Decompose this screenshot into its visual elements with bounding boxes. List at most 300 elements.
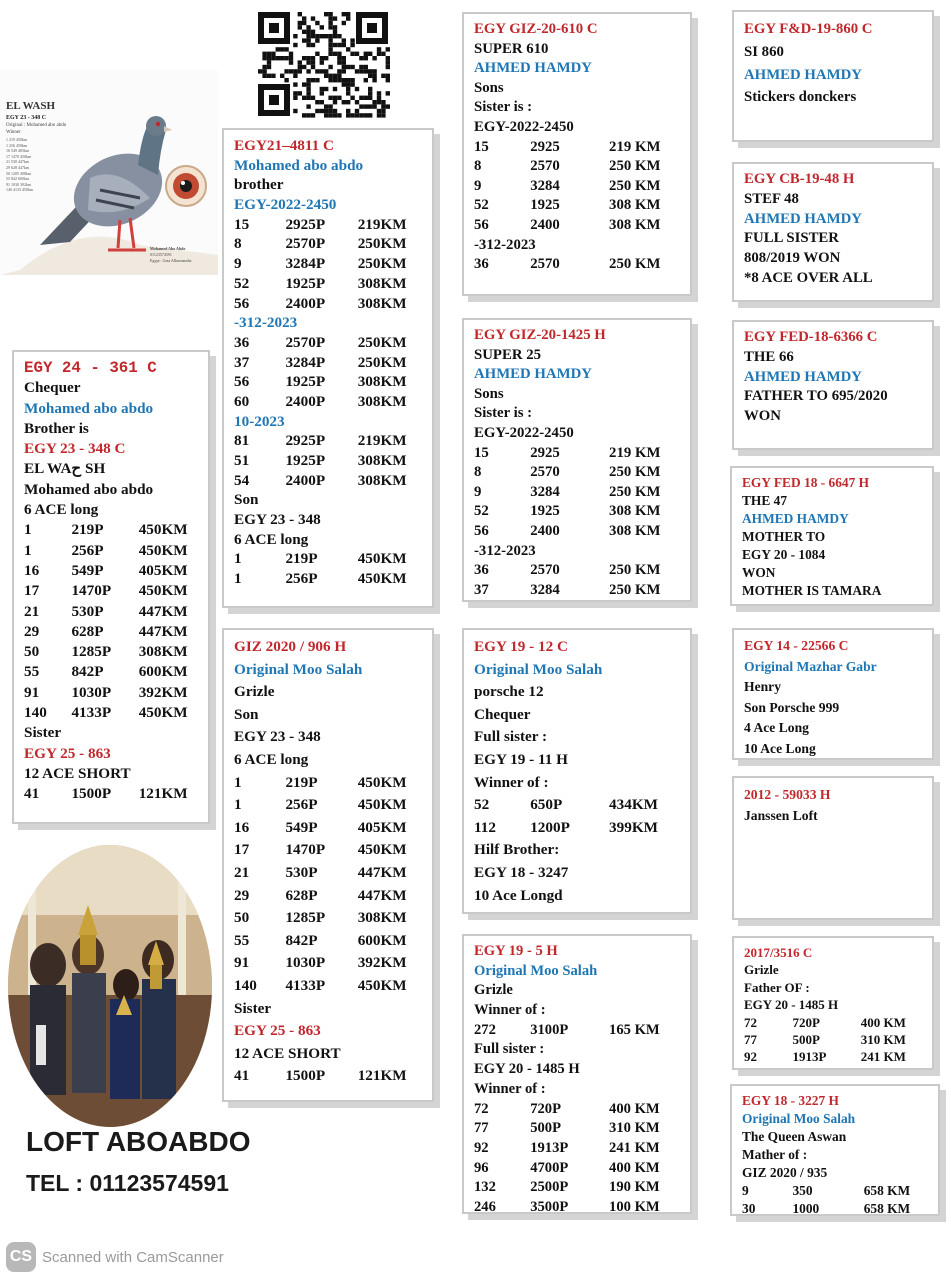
pedigree-card-egy-giz-20-610 <box>462 12 692 296</box>
qr-module <box>262 56 266 60</box>
race-position: 140 <box>234 976 257 994</box>
card-line: THE 47 <box>742 493 788 508</box>
race-position: 96 <box>474 1159 489 1176</box>
qr-module <box>302 21 306 25</box>
pedigree-card-egy24-361 <box>12 350 210 824</box>
card-line: FULL SISTER <box>744 230 839 247</box>
result-row <box>234 549 424 569</box>
qr-module <box>359 69 363 73</box>
qr-module <box>337 52 341 56</box>
result-row <box>234 569 424 589</box>
race-position: 36 <box>474 256 489 273</box>
race-position: 54 <box>234 471 250 489</box>
qr-module <box>306 60 310 64</box>
race-distance: 250KM <box>357 235 407 253</box>
qr-module <box>306 82 310 86</box>
qr-module <box>315 52 319 56</box>
qr-module <box>289 56 293 60</box>
race-position: 72 <box>474 1100 489 1117</box>
qr-module <box>337 43 341 47</box>
qr-module <box>315 69 319 73</box>
pigeon-promo-card <box>0 70 218 275</box>
result-row <box>24 602 200 622</box>
result-row <box>234 817 424 840</box>
race-distance: 250 KM <box>609 158 661 175</box>
ring-number: EGY 24 - 361 C <box>24 359 157 377</box>
card-line: -312-2023 <box>234 314 298 332</box>
pedigree-card-giz2020-906 <box>222 628 434 1102</box>
card-line: WON <box>742 565 776 580</box>
race-participants: 1500P <box>71 785 112 803</box>
race-position: 41 <box>24 785 40 803</box>
qr-module <box>298 12 302 16</box>
race-distance: 400 KM <box>609 1100 660 1117</box>
race-participants: 720P <box>530 1100 561 1117</box>
race-position: 56 <box>474 522 489 539</box>
race-distance: 450KM <box>357 796 407 814</box>
qr-module <box>346 91 350 95</box>
result-row <box>474 196 682 216</box>
qr-module <box>298 69 302 73</box>
race-distance: 450KM <box>138 521 188 539</box>
qr-module <box>306 78 310 82</box>
race-distance: 219 KM <box>609 138 661 155</box>
race-distance: 250 KM <box>609 483 661 500</box>
card-line: WON <box>744 408 781 425</box>
race-position: 21 <box>24 602 40 620</box>
card-line: AHMED HAMDY <box>474 60 592 77</box>
race-participants: 650P <box>530 796 563 814</box>
qr-module <box>306 38 310 42</box>
qr-module <box>377 52 381 56</box>
qr-module <box>276 47 280 51</box>
race-position: 81 <box>234 432 250 450</box>
qr-module <box>342 82 346 86</box>
race-distance: 447KM <box>138 622 188 640</box>
card-line: AHMED HAMDY <box>744 66 862 83</box>
race-position: 29 <box>234 886 250 904</box>
qr-module <box>368 74 372 78</box>
qr-module <box>333 30 337 34</box>
card-line: 6 ACE long <box>234 530 309 548</box>
card-line: Winner of : <box>474 773 549 791</box>
qr-module <box>386 65 390 69</box>
qr-module <box>306 43 310 47</box>
card-line: Original Mazhar Gabr <box>744 658 877 674</box>
card-line: Mohamed abo abdo <box>24 480 154 498</box>
ring-number: EGY GIZ-20-610 C <box>474 21 598 37</box>
result-row <box>744 1048 924 1065</box>
qr-module <box>324 56 328 60</box>
race-distance: 250KM <box>357 333 407 351</box>
qr-module <box>328 65 332 69</box>
qr-module <box>333 113 337 117</box>
result-row <box>234 353 424 373</box>
qr-module <box>364 65 368 69</box>
race-distance: 308 KM <box>609 503 661 520</box>
qr-module <box>372 104 376 108</box>
race-distance: 308 KM <box>609 522 661 539</box>
card-line: EGY-2022-2450 <box>234 196 337 214</box>
qr-module <box>328 104 332 108</box>
race-participants: 256P <box>285 570 318 588</box>
qr-module <box>381 113 385 117</box>
race-participants: 1000 <box>792 1201 820 1216</box>
race-participants: 842P <box>285 931 318 949</box>
race-distance: 165 KM <box>609 1021 660 1038</box>
race-position: 21 <box>234 863 250 881</box>
qr-module <box>284 47 288 51</box>
ring-number: GIZ 2020 / 906 H <box>234 638 347 655</box>
qr-module <box>311 96 315 100</box>
qr-module <box>311 78 315 82</box>
pedigree-card-2012-59033 <box>732 776 934 920</box>
qr-module <box>355 109 359 113</box>
qr-module <box>342 65 346 69</box>
qr-module <box>302 30 306 34</box>
qr-module <box>377 113 381 117</box>
result-row <box>24 541 200 561</box>
pigeon-result: 29 628 447km <box>6 164 30 170</box>
qr-module <box>333 52 337 56</box>
qr-module <box>311 60 315 64</box>
card-line: STEF 48 <box>744 190 799 207</box>
card-line: Brother is <box>24 419 89 437</box>
card-line: FATHER TO 695/2020 <box>744 388 888 405</box>
loft-name: LOFT ABOABDO <box>26 1126 251 1157</box>
card-line: Original Moo Salah <box>474 660 603 678</box>
qr-module <box>346 78 350 82</box>
qr-module <box>346 87 350 91</box>
race-distance: 250 KM <box>609 256 661 273</box>
qr-module <box>381 109 385 113</box>
card-line: MOTHER TO <box>742 529 826 544</box>
race-participants: 4700P <box>530 1159 569 1176</box>
race-position: 37 <box>474 581 489 598</box>
race-distance: 600KM <box>138 663 188 681</box>
race-distance: 658 KM <box>863 1201 911 1216</box>
qr-module <box>320 34 324 38</box>
qr-module <box>315 100 319 104</box>
card-line: Sister <box>24 724 62 742</box>
qr-module <box>372 78 376 82</box>
qr-module <box>372 74 376 78</box>
result-row <box>24 683 200 703</box>
race-distance: 308KM <box>357 471 407 489</box>
card-line: 12 ACE SHORT <box>24 764 131 782</box>
result-row <box>474 1119 682 1139</box>
qr-code-icon <box>256 10 390 118</box>
race-participants: 500P <box>792 1031 820 1047</box>
telephone: TEL : 01123574591 <box>26 1170 229 1196</box>
card-line: 6 ACE long <box>24 501 99 519</box>
qr-module <box>368 91 372 95</box>
qr-module <box>306 96 310 100</box>
qr-module <box>293 96 297 100</box>
card-line: AHMED HAMDY <box>744 210 862 227</box>
race-participants: 1913P <box>530 1139 569 1156</box>
race-participants: 2570P <box>285 235 326 253</box>
pedigree-card-egy18-3227 <box>730 1084 940 1216</box>
race-participants: 2400 <box>530 216 560 233</box>
card-line: 12 ACE SHORT <box>234 1044 341 1062</box>
result-row <box>24 581 200 601</box>
race-distance: 219KM <box>357 432 407 450</box>
qr-module <box>293 91 297 95</box>
pedigree-card-egy19-12 <box>462 628 692 914</box>
race-participants: 2925P <box>285 432 326 450</box>
race-distance: 100 KM <box>609 1198 660 1214</box>
race-position: 55 <box>24 663 40 681</box>
qr-module <box>386 56 390 60</box>
race-position: 56 <box>474 216 489 233</box>
card-line: Sons <box>474 79 504 96</box>
result-row <box>234 975 424 998</box>
race-distance: 405KM <box>357 818 407 836</box>
qr-module <box>346 16 350 20</box>
qr-module <box>271 74 275 78</box>
race-position: 1 <box>24 521 32 539</box>
card-line: EGY-2022-2450 <box>474 118 574 135</box>
qr-module <box>333 87 337 91</box>
trophy-photo <box>8 845 212 1127</box>
qr-module <box>306 104 310 108</box>
result-row <box>234 451 424 471</box>
race-participants: 2925 <box>530 138 560 155</box>
race-participants: 2400P <box>285 471 326 489</box>
result-row <box>234 333 424 353</box>
race-position: 15 <box>474 444 489 461</box>
race-distance: 447KM <box>357 863 407 881</box>
race-position: 91 <box>24 683 40 701</box>
qr-module <box>355 69 359 73</box>
card-line: EGY 18 - 3247 <box>474 863 569 881</box>
result-row <box>744 1014 924 1031</box>
pigeon-winner-label: Winner <box>6 130 21 135</box>
pedigree-card-egy-fd-19-860 <box>732 10 934 142</box>
race-participants: 842P <box>71 663 104 681</box>
race-position: 9 <box>474 177 482 194</box>
card-line: -312-2023 <box>474 236 536 253</box>
pigeon-result: 91 1030 392km <box>6 181 32 187</box>
qr-module <box>324 34 328 38</box>
card-line: Original Moo Salah <box>234 660 363 678</box>
qr-module <box>328 52 332 56</box>
qr-module <box>280 56 284 60</box>
qr-module <box>372 69 376 73</box>
qr-module <box>368 113 372 117</box>
card-line: Original Moo Salah <box>742 1111 856 1126</box>
result-row <box>474 1159 682 1179</box>
card-line: Grizle <box>744 962 779 978</box>
card-line: 808/2019 WON <box>744 250 841 267</box>
race-position: 92 <box>744 1049 757 1065</box>
race-distance: 405KM <box>138 561 188 579</box>
race-distance: 241 KM <box>860 1049 906 1065</box>
result-row <box>474 1139 682 1159</box>
race-participants: 1285P <box>71 643 112 661</box>
qr-module <box>364 96 368 100</box>
qr-module <box>328 47 332 51</box>
race-participants: 1030P <box>285 954 326 972</box>
qr-module <box>324 12 328 16</box>
result-row <box>474 255 682 275</box>
race-distance: 241 KM <box>609 1139 660 1156</box>
result-row <box>474 1100 682 1120</box>
race-participants: 219P <box>71 521 104 539</box>
race-distance: 447KM <box>138 602 188 620</box>
qr-module <box>350 43 354 47</box>
result-row <box>234 907 424 930</box>
qr-module <box>267 74 271 78</box>
card-line: THE 66 <box>744 348 794 365</box>
race-participants: 219P <box>285 773 318 791</box>
race-distance: 308 KM <box>609 197 661 214</box>
qr-module <box>381 52 385 56</box>
ring-number: EGY FED 18 - 6647 H <box>742 475 870 490</box>
qr-module <box>271 56 275 60</box>
qr-module <box>328 113 332 117</box>
result-row <box>474 1198 682 1214</box>
qr-module <box>342 43 346 47</box>
qr-module <box>337 78 341 82</box>
race-distance: 308KM <box>357 274 407 292</box>
card-line: AHMED HAMDY <box>742 511 849 526</box>
qr-module <box>311 56 315 60</box>
race-position: 1 <box>24 541 32 559</box>
race-position: 41 <box>234 1067 250 1085</box>
qr-module <box>337 96 341 100</box>
qr-module <box>262 52 266 56</box>
result-row <box>234 839 424 862</box>
result-row <box>474 1021 682 1041</box>
race-position: 9 <box>742 1183 749 1198</box>
qr-module <box>320 109 324 113</box>
race-position: 92 <box>474 1139 489 1156</box>
race-participants: 1030P <box>71 683 112 701</box>
card-line: Hilf Brother: <box>474 841 560 859</box>
race-participants: 4133P <box>71 704 112 722</box>
qr-module <box>262 65 266 69</box>
qr-module <box>346 109 350 113</box>
qr-module <box>377 100 381 104</box>
qr-module <box>350 82 354 86</box>
pedigree-card-egy21-4811 <box>222 128 434 608</box>
result-row <box>234 431 424 451</box>
result-row <box>234 254 424 274</box>
qr-module <box>377 109 381 113</box>
result-row <box>24 642 200 662</box>
qr-module <box>324 109 328 113</box>
result-row <box>474 483 682 503</box>
qr-module <box>284 56 288 60</box>
race-distance: 400 KM <box>609 1159 660 1176</box>
race-participants: 549P <box>285 818 318 836</box>
qr-module <box>293 109 297 113</box>
qr-module <box>328 25 332 29</box>
result-row <box>474 502 682 522</box>
card-line: porsche 12 <box>474 683 544 701</box>
result-row <box>742 1200 930 1216</box>
result-row <box>234 862 424 885</box>
qr-module <box>324 104 328 108</box>
card-line: Full sister : <box>474 728 548 746</box>
race-position: 140 <box>24 704 47 722</box>
race-participants: 256P <box>285 796 318 814</box>
card-line: 10 Ace Longd <box>474 886 563 904</box>
race-distance: 450KM <box>357 570 407 588</box>
qr-module <box>289 60 293 64</box>
qr-module <box>337 74 341 78</box>
ring-number: EGY 19 - 12 C <box>474 638 568 655</box>
race-distance: 392KM <box>138 683 188 701</box>
qr-module <box>306 34 310 38</box>
qr-module <box>320 100 324 104</box>
qr-module <box>328 21 332 25</box>
qr-module <box>368 96 372 100</box>
race-participants: 1925P <box>285 373 326 391</box>
qr-module <box>364 52 368 56</box>
qr-module <box>368 87 372 91</box>
qr-module <box>298 91 302 95</box>
qr-module <box>342 56 346 60</box>
race-position: 1 <box>234 796 242 814</box>
qr-module <box>311 30 315 34</box>
ring-number: EGY21–4811 C <box>234 137 334 154</box>
qr-module <box>293 43 297 47</box>
qr-module <box>306 56 310 60</box>
pedigree-card-egy-giz-20-1425 <box>462 318 692 602</box>
card-line: EGY 23 - 348 <box>234 728 321 746</box>
qr-module <box>320 25 324 29</box>
pigeon-result: 21 530 447km <box>6 159 30 165</box>
qr-module <box>302 16 306 20</box>
card-line: Sons <box>474 385 504 402</box>
race-distance: 658 KM <box>863 1183 911 1198</box>
race-position: 51 <box>234 452 250 469</box>
qr-module <box>328 43 332 47</box>
race-participants: 2570 <box>530 158 560 175</box>
card-line: Son <box>234 705 259 723</box>
result-row <box>474 817 682 840</box>
qr-module <box>342 21 346 25</box>
qr-module <box>333 43 337 47</box>
race-participants: 1470P <box>285 841 326 859</box>
qr-module <box>333 78 337 82</box>
card-line: Sister is : <box>474 99 533 116</box>
qr-module <box>364 104 368 108</box>
pigeon-results-list <box>6 137 33 193</box>
pedigree-card-egy19-5 <box>462 934 692 1214</box>
qr-module <box>320 60 324 64</box>
qr-module <box>324 113 328 117</box>
race-distance: 308KM <box>357 452 407 469</box>
qr-module <box>364 78 368 82</box>
race-participants: 1200P <box>530 818 570 836</box>
qr-module <box>350 38 354 42</box>
race-participants: 530P <box>71 602 104 620</box>
card-line: Chequer <box>474 705 531 723</box>
card-line: AHMED HAMDY <box>744 368 862 385</box>
race-distance: 399KM <box>609 818 658 836</box>
qr-module <box>386 104 390 108</box>
ring-number: EGY 14 - 22566 C <box>744 638 849 653</box>
race-distance: 308KM <box>138 643 188 661</box>
result-row <box>474 1178 682 1198</box>
qr-module <box>320 69 324 73</box>
qr-module <box>320 91 324 95</box>
qr-module <box>342 69 346 73</box>
